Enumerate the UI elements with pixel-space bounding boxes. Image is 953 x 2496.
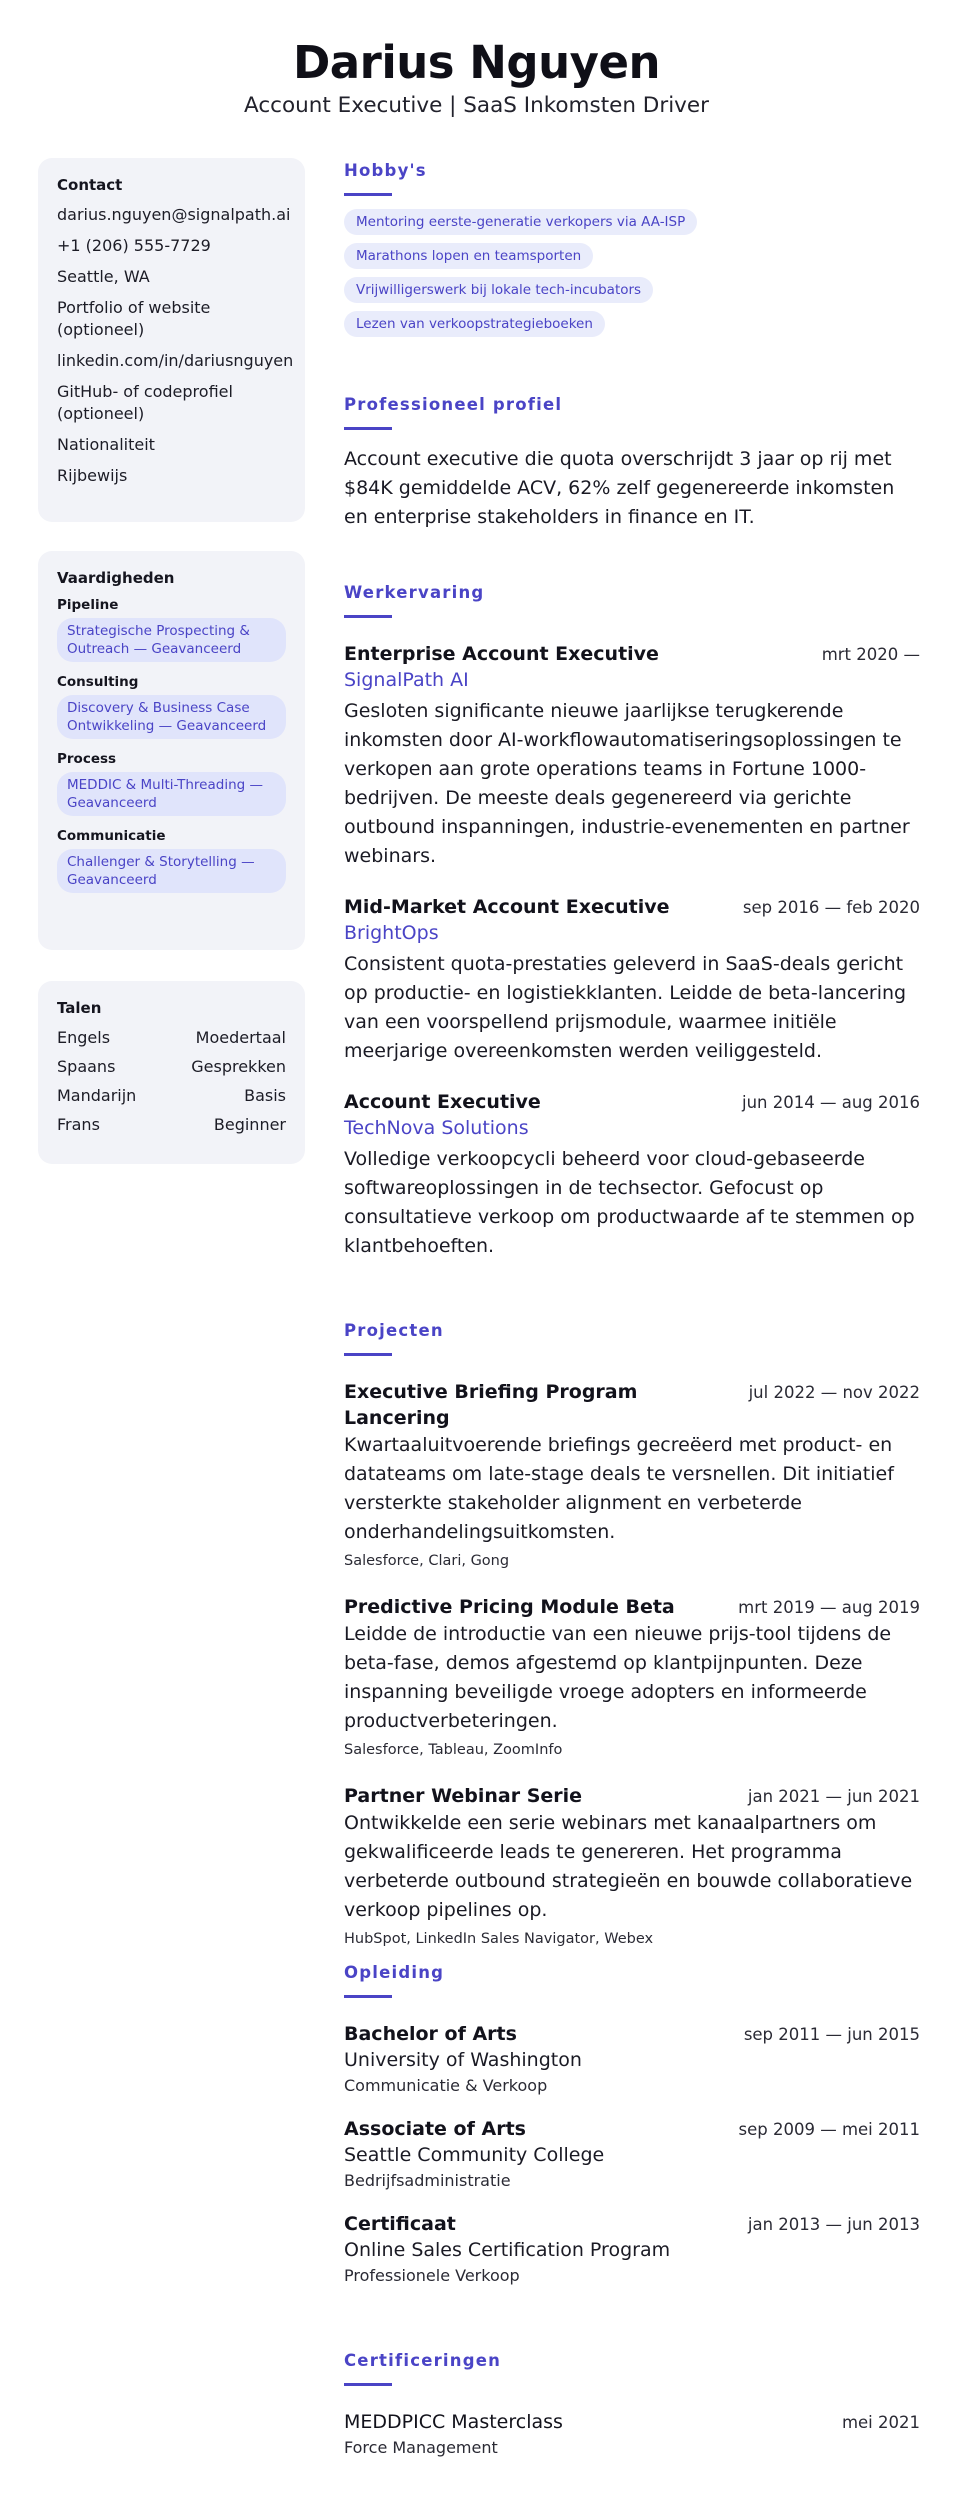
skills-card — [38, 551, 305, 950]
skill-group — [57, 751, 286, 816]
section-rule — [344, 2383, 392, 2386]
education-school: Online Sales Certification Program — [344, 2239, 671, 2261]
language-row — [57, 1056, 286, 1078]
contact-github: GitHub- of codeprofiel (optioneel) — [57, 382, 233, 423]
skill-group — [57, 828, 286, 893]
job-description: Volledige verkoopcycli beheerd voor cloud-gebaseerde softwareoplossingen in de techsector. Gefocust op consultatieve verkoop om productwaarde af te stemmen op klantbehoeften. — [344, 1148, 915, 1257]
certification-date: mei 2021 — [841, 2413, 920, 2432]
contact-nationality: Nationaliteit — [57, 435, 155, 454]
section-rule — [344, 1995, 392, 1998]
projects-section — [344, 1320, 920, 1949]
education-entry — [344, 2116, 920, 2192]
experience-section — [344, 582, 920, 1261]
job-company: SignalPath AI — [344, 669, 469, 691]
project-date: jan 2021 — jun 2021 — [747, 1787, 920, 1806]
hobby-pill: Mentoring eerste-generatie verkopers via AA-ISP — [344, 209, 697, 235]
project-entry — [344, 1783, 920, 1949]
skill-pill: Discovery & Business Case Ontwikkeling — Geavanceerd — [57, 695, 286, 739]
certification-issuer: Force Management — [344, 2438, 498, 2457]
hobbies-section — [344, 160, 920, 345]
language-name: Mandarijn — [57, 1086, 137, 1105]
languages-card — [38, 981, 305, 1164]
skill-category: Communicatie — [57, 828, 166, 844]
contact-location: Seattle, WA — [57, 267, 150, 286]
languages-title: Talen — [57, 999, 102, 1017]
candidate-subtitle: Account Executive | SaaS Inkomsten Driver — [244, 93, 709, 118]
language-name: Spaans — [57, 1057, 116, 1076]
certifications-section — [344, 2350, 920, 2459]
hobby-pill: Vrijwilligerswerk bij lokale tech-incubators — [344, 277, 653, 303]
hobbies-title: Hobby's — [344, 161, 427, 180]
skill-category: Pipeline — [57, 597, 119, 613]
education-field: Professionele Verkoop — [344, 2266, 520, 2285]
project-description: Kwartaaluitvoerende briefings gecreëerd met product- en datateams om late-stage deals te versnellen. Dit initiatief versterkte stakeholder alignment en verbeterde onderhandelingsuitkomsten. — [344, 1434, 894, 1543]
project-name: Executive Briefing Program Lancering — [344, 1381, 638, 1429]
experience-entry — [344, 1089, 920, 1261]
education-title: Opleiding — [344, 1963, 445, 1982]
skill-group — [57, 674, 286, 739]
contact-linkedin[interactable]: linkedin.com/in/dariusnguyen — [57, 351, 294, 370]
skill-pill: Challenger & Storytelling — Geavanceerd — [57, 849, 286, 893]
skill-category: Consulting — [57, 674, 139, 690]
job-date: jun 2014 — aug 2016 — [741, 1093, 920, 1112]
contact-title: Contact — [57, 176, 123, 194]
job-description: Gesloten significante nieuwe jaarlijkse terugkerende inkomsten door AI-workflowautomatiseringsoplossingen te verkopen aan grote operations teams in Fortune 1000-bedrijven. De meeste deals gegenereerd via gerichte outbound inspanningen, industrie-evenementen en partner webinars. — [344, 700, 910, 867]
education-field: Bedrijfsadministratie — [344, 2171, 511, 2190]
profile-title: Professioneel profiel — [344, 395, 563, 414]
job-date: sep 2016 — feb 2020 — [742, 898, 920, 917]
skills-title: Vaardigheden — [57, 569, 175, 587]
section-rule — [344, 1353, 392, 1356]
education-date: jan 2013 — jun 2013 — [747, 2215, 920, 2234]
education-entry — [344, 2211, 920, 2287]
job-description: Consistent quota-prestaties geleverd in SaaS-deals gericht op productie- en logistiekklanten. Leidde de beta-lancering van een voorspellend prijsmodule, waarmee initiële meerjarige overeenkomsten werden veiliggesteld. — [344, 953, 907, 1062]
education-degree: Certificaat — [344, 2213, 456, 2235]
education-school: Seattle Community College — [344, 2144, 605, 2166]
contact-portfolio: Portfolio of website (optioneel) — [57, 298, 211, 339]
language-row — [57, 1027, 286, 1049]
certifications-title: Certificeringen — [344, 2351, 502, 2370]
project-date: mrt 2019 — aug 2019 — [738, 1598, 920, 1617]
skill-pill: MEDDIC & Multi-Threading — Geavanceerd — [57, 772, 286, 816]
section-rule — [344, 427, 392, 430]
candidate-name: Darius Nguyen — [292, 36, 661, 89]
language-level: Basis — [244, 1086, 286, 1105]
projects-title: Projecten — [344, 1321, 444, 1340]
education-entry — [344, 2021, 920, 2097]
skill-pill: Strategische Prospecting & Outreach — Geavanceerd — [57, 618, 286, 662]
project-name: Partner Webinar Serie — [344, 1785, 583, 1807]
education-degree: Associate of Arts — [344, 2118, 526, 2140]
language-name: Frans — [57, 1115, 100, 1134]
job-role: Mid-Market Account Executive — [344, 896, 670, 918]
sidebar — [38, 158, 305, 1134]
project-tools: Salesforce, Clari, Gong — [344, 1553, 510, 1569]
education-field: Communicatie & Verkoop — [344, 2076, 548, 2095]
language-row — [57, 1085, 286, 1107]
contact-card — [38, 158, 305, 522]
experience-title: Werkervaring — [344, 583, 485, 602]
contact-license: Rijbewijs — [57, 466, 128, 485]
language-level: Beginner — [213, 1115, 286, 1134]
job-role: Account Executive — [344, 1091, 541, 1113]
contact-email[interactable]: darius.nguyen@signalpath.ai — [57, 205, 291, 224]
certification-entry — [344, 2409, 920, 2459]
project-tools: Salesforce, Tableau, ZoomInfo — [344, 1742, 563, 1758]
skill-category: Process — [57, 751, 117, 767]
resume-header — [0, 36, 953, 120]
hobby-pill: Marathons lopen en teamsporten — [344, 243, 593, 269]
language-name: Engels — [57, 1028, 111, 1047]
education-degree: Bachelor of Arts — [344, 2023, 517, 2045]
job-role: Enterprise Account Executive — [344, 643, 659, 665]
skill-group — [57, 597, 286, 662]
section-rule — [344, 193, 392, 196]
project-date: jul 2022 — nov 2022 — [748, 1383, 920, 1402]
project-entry — [344, 1379, 920, 1571]
project-description: Ontwikkelde een serie webinars met kanaalpartners om gekwalificeerde leads te genereren. Het programma verbeterde outbound strategieën en bouwde collaboratieve verkoop pipelines op. — [344, 1812, 913, 1921]
profile-section — [344, 394, 920, 532]
language-level: Gesprekken — [191, 1057, 286, 1076]
section-rule — [344, 615, 392, 618]
project-tools: HubSpot, LinkedIn Sales Navigator, Webex — [344, 1931, 654, 1947]
job-company: TechNova Solutions — [344, 1117, 529, 1139]
language-row — [57, 1114, 286, 1136]
project-entry — [344, 1594, 920, 1760]
certification-name: MEDDPICC Masterclass — [344, 2411, 563, 2433]
job-company: BrightOps — [344, 922, 439, 944]
hobby-list — [344, 209, 920, 337]
education-school: University of Washington — [344, 2049, 582, 2071]
experience-entry — [344, 641, 920, 871]
project-name: Predictive Pricing Module Beta — [344, 1596, 675, 1618]
education-date: sep 2009 — mei 2011 — [738, 2120, 920, 2139]
project-description: Leidde de introductie van een nieuwe prijs-tool tijdens de beta-fase, demos afgestemd op klantpijnpunten. Deze inspanning beveiligde vroege adopters en informeerde productverbeteringen. — [344, 1623, 892, 1732]
profile-text: Account executive die quota overschrijdt 3 jaar op rij met $84K gemiddelde ACV, 62% zelf gegenereerde inkomsten en enterprise stakeholders in finance en IT. — [344, 448, 895, 528]
experience-entry — [344, 894, 920, 1066]
language-level: Moedertaal — [195, 1028, 286, 1047]
contact-phone[interactable]: +1 (206) 555-7729 — [57, 236, 211, 255]
education-date: sep 2011 — jun 2015 — [743, 2025, 920, 2044]
education-section — [344, 1962, 920, 2287]
job-date: mrt 2020 — — [821, 645, 920, 664]
hobby-pill: Lezen van verkoopstrategieboeken — [344, 311, 605, 337]
